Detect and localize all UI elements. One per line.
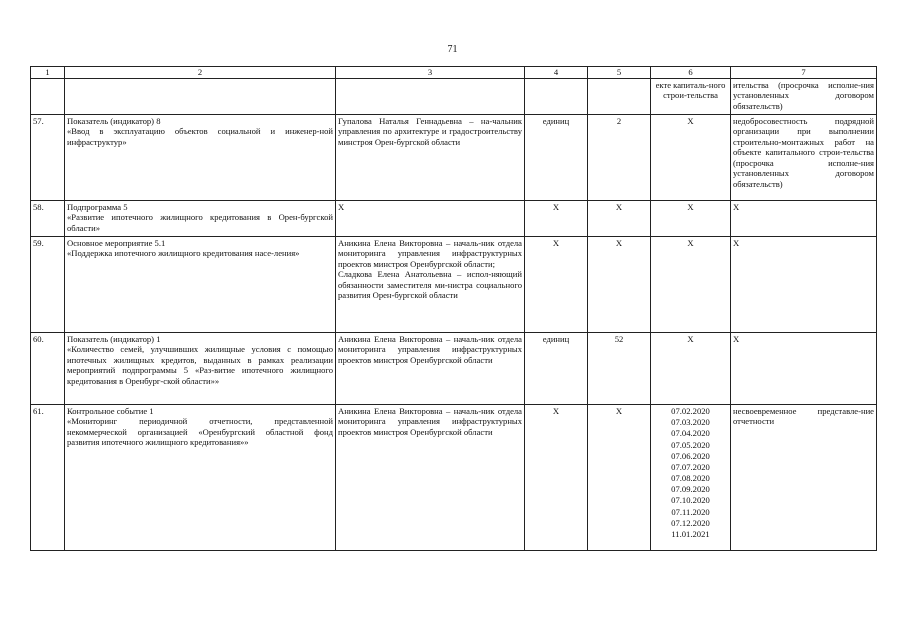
row-value: Х	[588, 405, 651, 551]
row-text: «Поддержка ипотечного жилищного кредитования насе-ления»	[67, 248, 300, 259]
row-deadline-dates	[651, 405, 731, 551]
deadline-date: 07.07.2020	[671, 461, 710, 472]
header-cell: 1	[31, 67, 65, 79]
row-unit: Х	[525, 201, 588, 237]
row-title: Показатель (индикатор) 1	[67, 334, 161, 344]
row-text: «Ввод в эксплуатацию объектов социальной и инженер-ной инфраструктур»	[67, 126, 333, 147]
header-cell: 3	[336, 67, 525, 79]
row-description	[65, 333, 336, 405]
row-deadline: Х	[651, 333, 731, 405]
row-responsible: Аникина Елена Викторовна – началь-ник отдела мониторинга управления инфраструктурных проектов минстроя Оренбургской области	[336, 405, 525, 551]
row-text: «Мониторинг периодичной отчетности, представленной некоммерческой организацией «Оренбургский областной фонд развития ипотечного жилищного кредитования»»	[67, 416, 333, 448]
row-risk: Х	[731, 201, 877, 237]
row-number: 57.	[31, 115, 65, 201]
deadline-date: 07.08.2020	[671, 473, 710, 484]
header-cell: 5	[588, 67, 651, 79]
deadline-date: 11.01.2021	[671, 528, 710, 539]
row-title: Подпрограмма 5	[67, 202, 128, 212]
table-row	[31, 115, 877, 201]
page-number: 71	[447, 44, 458, 55]
row-deadline: Х	[651, 201, 731, 237]
deadline-date: 07.04.2020	[671, 428, 710, 439]
header-cell: 2	[65, 67, 336, 79]
table-row	[31, 237, 877, 333]
row-description	[65, 237, 336, 333]
row-title: Показатель (индикатор) 8	[67, 116, 161, 126]
continuation-col6: екте капиталь-ного строи-тельства	[651, 79, 731, 115]
header-row	[31, 67, 877, 79]
table-row	[31, 405, 877, 551]
report-table	[30, 66, 877, 551]
row-number: 60.	[31, 333, 65, 405]
continuation-col7: ительства (просрочка исполне-ния установленных договором обязательств)	[731, 79, 877, 115]
row-responsible: Х	[336, 201, 525, 237]
row-value: 52	[588, 333, 651, 405]
row-unit: Х	[525, 405, 588, 551]
row-text: «Количество семей, улучшивших жилищные условия с помощью ипотечных жилищных кредитов, выданных в рамках реализации мероприятий подпрограммы 5 «Раз-витие ипотечного жилищного кредитования в Оренбург-ской области»»	[67, 344, 333, 386]
deadline-date: 07.10.2020	[671, 495, 710, 506]
table-row	[31, 333, 877, 405]
row-risk: Х	[731, 237, 877, 333]
header-cell: 4	[525, 67, 588, 79]
row-responsible: Аникина Елена Викторовна – началь-ник отдела мониторинга управления инфраструктурных проектов минстроя Оренбургской области; Сладкова Елена Анатольевна – испол-няющий обязанности заместителя ми-нистра социального развития Орен-бургской области	[336, 237, 525, 333]
row-number: 59.	[31, 237, 65, 333]
deadline-date: 07.05.2020	[671, 439, 710, 450]
header-cell: 7	[731, 67, 877, 79]
row-risk: несвоевременное представле-ние отчетности	[731, 405, 877, 551]
row-deadline: Х	[651, 237, 731, 333]
deadline-date: 07.09.2020	[671, 484, 710, 495]
continuation-row	[31, 79, 877, 115]
row-description	[65, 115, 336, 201]
row-responsible: Гупалова Наталья Геннадьевна – на-чальник управления по архитектуре и градостроительству минстроя Орен-бургской области	[336, 115, 525, 201]
row-unit: единиц	[525, 333, 588, 405]
table-row	[31, 201, 877, 237]
deadline-date: 07.06.2020	[671, 450, 710, 461]
row-number: 61.	[31, 405, 65, 551]
deadline-date: 07.12.2020	[671, 517, 710, 528]
row-risk: недобросовестность подрядной организации при выполнении строительно-монтажных работ на объекте капитального строи-тельства (просрочка исполне-ния установленных договором обязательств)	[731, 115, 877, 201]
row-title: Основное мероприятие 5.1	[67, 238, 166, 248]
row-text: «Развитие ипотечного жилищного кредитования в Орен-бургской области»	[67, 212, 333, 233]
row-unit: Х	[525, 237, 588, 333]
row-number: 58.	[31, 201, 65, 237]
row-value: Х	[588, 237, 651, 333]
row-risk: Х	[731, 333, 877, 405]
row-unit: единиц	[525, 115, 588, 201]
row-responsible: Аникина Елена Викторовна – началь-ник отдела мониторинга управления инфраструктурных проектов минстроя Оренбургской области	[336, 333, 525, 405]
row-value: 2	[588, 115, 651, 201]
header-cell: 6	[651, 67, 731, 79]
row-description	[65, 201, 336, 237]
deadline-date: 07.02.2020	[671, 406, 710, 416]
row-title: Контрольное событие 1	[67, 406, 154, 416]
row-deadline: Х	[651, 115, 731, 201]
row-value: Х	[588, 201, 651, 237]
row-description	[65, 405, 336, 551]
deadline-date: 07.03.2020	[671, 417, 710, 428]
deadline-date: 07.11.2020	[671, 506, 710, 517]
